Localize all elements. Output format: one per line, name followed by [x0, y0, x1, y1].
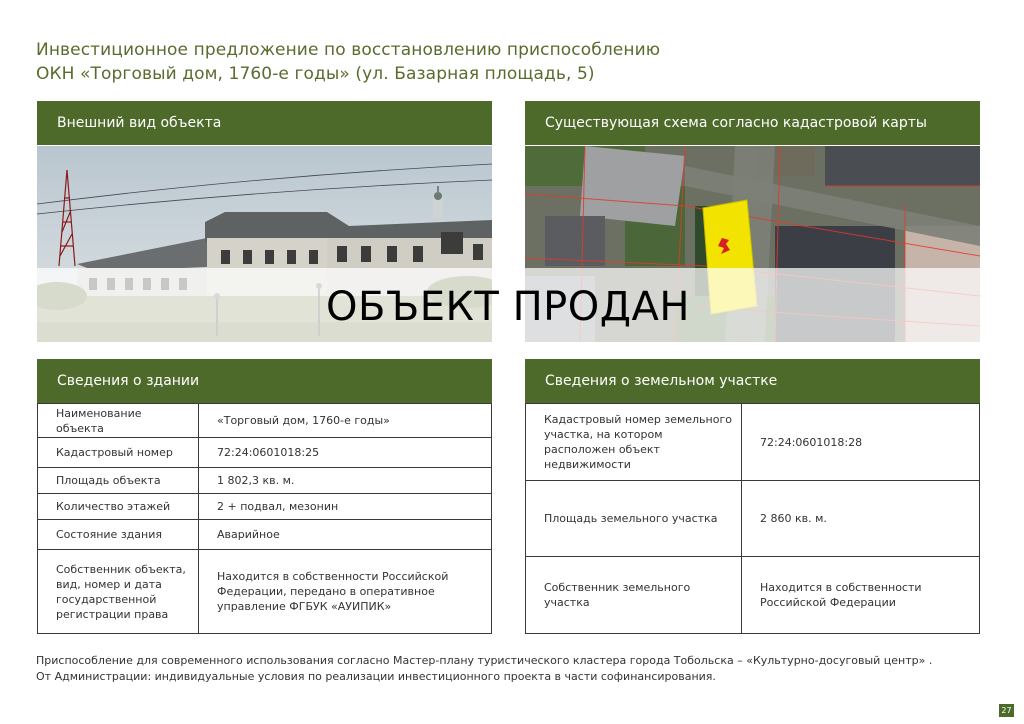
- land-info-card-header: [525, 359, 980, 403]
- land-info-card-title: Сведения о земельном участке: [545, 373, 778, 389]
- building-owner-label: Собственник объекта, вид, номер и дата государственной регистрации права: [38, 550, 199, 634]
- land-owner-label: Собственник земельного участка: [526, 557, 742, 634]
- sold-overlay-text: ОБЪЕКТ ПРОДАН: [326, 284, 690, 330]
- exterior-card-title: Внешний вид объекта: [57, 115, 222, 131]
- footnote-line-2: От Администрации: индивидуальные условия по реализации инвестиционного проекта в части софинансирования.: [36, 670, 716, 683]
- building-floors-value: 2 + подвал, мезонин: [199, 494, 492, 520]
- building-info-table: [37, 403, 492, 634]
- cadastral-map-card-header: [525, 101, 980, 145]
- page-title-line-2: ОКН «Торговый дом, 1760-е годы» (ул. Базарная площадь, 5): [36, 64, 595, 84]
- footnote: [36, 653, 996, 685]
- land-area-label: Площадь земельного участка: [526, 481, 742, 557]
- table-row: [38, 494, 492, 520]
- table-row: [526, 481, 980, 557]
- building-cadastral-value: 72:24:0601018:25: [199, 438, 492, 468]
- land-cadastral-value: 72:24:0601018:28: [742, 404, 980, 481]
- building-cadastral-label: Кадастровый номер: [38, 438, 199, 468]
- table-row: [38, 520, 492, 550]
- table-row: [38, 550, 492, 634]
- building-area-value: 1 802,3 кв. м.: [199, 468, 492, 494]
- page-title: [36, 38, 976, 86]
- land-owner-value: Находится в собственности Российской Федерации: [742, 557, 980, 634]
- building-condition-label: Состояние здания: [38, 520, 199, 550]
- table-row: [38, 438, 492, 468]
- building-condition-value: Аварийное: [199, 520, 492, 550]
- building-info-card-title: Сведения о здании: [57, 373, 200, 389]
- building-owner-value: Находится в собственности Российской Федерации, передано в оперативное управление ФГБУК «АУИПИК»: [199, 550, 492, 634]
- table-row: [526, 557, 980, 634]
- page-title-line-1: Инвестиционное предложение по восстановлению приспособлению: [36, 40, 661, 60]
- table-row: [526, 404, 980, 481]
- building-floors-label: Количество этажей: [38, 494, 199, 520]
- table-row: [38, 468, 492, 494]
- building-area-label: Площадь объекта: [38, 468, 199, 494]
- land-cadastral-label: Кадастровый номер земельного участка, на котором расположен объект недвижимости: [526, 404, 742, 481]
- table-row: [38, 404, 492, 438]
- land-area-value: 2 860 кв. м.: [742, 481, 980, 557]
- land-info-table: [525, 403, 980, 634]
- exterior-card-header: [37, 101, 492, 145]
- building-info-card-header: [37, 359, 492, 403]
- cadastral-map-card-title: Существующая схема согласно кадастровой карты: [545, 115, 927, 131]
- building-name-label: Наименование объекта: [38, 404, 199, 438]
- page-number: 27: [999, 704, 1014, 717]
- building-name-value: «Торговый дом, 1760-е годы»: [199, 404, 492, 438]
- footnote-line-1: Приспособление для современного использования согласно Мастер-плану туристического кластера города Тобольска – «Культурно-досуговый центр» .: [36, 654, 933, 667]
